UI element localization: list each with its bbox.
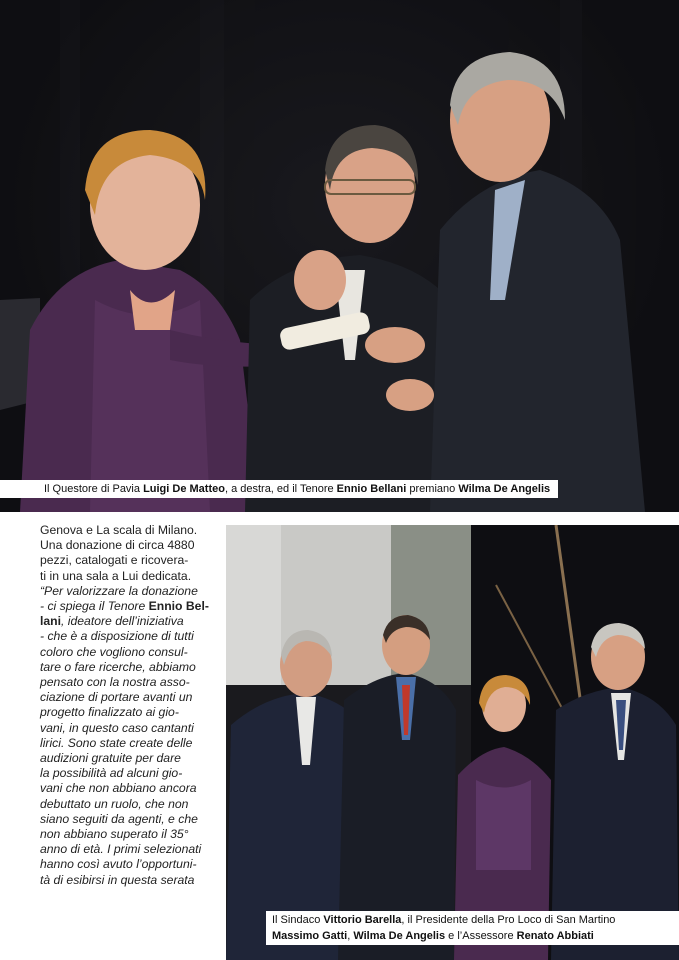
caption-name: Vittorio Barella bbox=[323, 914, 402, 926]
text-line: coloro che vogliono consul- bbox=[40, 644, 188, 659]
caption-text: , il Presidente della Pro Loco di San Martino bbox=[401, 914, 616, 926]
text-line: Una donazione di circa 4880 bbox=[40, 538, 195, 553]
caption-name: Massimo Gatti bbox=[272, 930, 348, 942]
caption-text: e l’Assessore bbox=[445, 930, 517, 942]
text-line: hanno così avuto l’opportuni- bbox=[40, 857, 197, 872]
text-line: ciazione di portare avanti un bbox=[40, 690, 193, 705]
text-line: progetto finalizzato ai gio- bbox=[40, 705, 179, 720]
text-line: - che è a disposizione di tutti bbox=[40, 629, 194, 644]
caption-name: Wilma De Angelis bbox=[458, 483, 551, 495]
text-fragment: - ci spiega il Tenore bbox=[40, 599, 149, 614]
text-line: anno di età. I primi selezionati bbox=[40, 842, 202, 857]
caption-line bbox=[272, 912, 679, 928]
article-text bbox=[40, 523, 216, 888]
text-line: la possibilità ad alcuni gio- bbox=[40, 766, 183, 781]
caption-name: Renato Abbiati bbox=[516, 930, 594, 942]
text-line bbox=[40, 614, 216, 629]
caption-text: Il Sindaco bbox=[272, 914, 324, 926]
caption-text: Il Questore di Pavia bbox=[44, 483, 144, 495]
text-line: vani che non abbiano ancora bbox=[40, 781, 197, 796]
top-photo-caption bbox=[0, 480, 558, 498]
text-fragment: , ideatore dell’iniziativa bbox=[61, 614, 184, 629]
caption-name: Luigi De Matteo bbox=[143, 483, 225, 495]
text-line: pensato con la nostra asso- bbox=[40, 675, 190, 690]
text-line: ti in una sala a Lui dedicata. bbox=[40, 568, 192, 583]
text-line: Genova e La scala di Milano. bbox=[40, 523, 198, 537]
caption-name: Wilma De Angelis bbox=[353, 930, 446, 942]
caption-text: , bbox=[347, 930, 354, 942]
caption-line bbox=[272, 928, 679, 944]
text-line: lirici. Sono state create delle bbox=[40, 735, 193, 750]
group-portrait-illustration bbox=[226, 525, 679, 960]
caption-text: , a destra, ed il Tenore bbox=[224, 483, 337, 495]
text-line: “Per valorizzare la donazione bbox=[40, 583, 198, 598]
text-line: siano seguiti da agenti, e che bbox=[40, 811, 198, 826]
bottom-photo bbox=[226, 525, 679, 960]
text-line: tà di esibirsi in questa serata bbox=[40, 872, 195, 887]
text-name: Ennio Bel- bbox=[148, 599, 209, 614]
text-line: vani, in questo caso cantanti bbox=[40, 720, 194, 735]
bottom-photo-caption bbox=[266, 911, 679, 945]
text-name: lani bbox=[40, 614, 61, 629]
text-line: audizioni gratuite per dare bbox=[40, 751, 181, 766]
caption-name: Ennio Bellani bbox=[336, 483, 407, 495]
text-line: debuttato un ruolo, che non bbox=[40, 796, 189, 811]
text-line bbox=[40, 599, 216, 614]
text-line: non abbiano superato il 35° bbox=[40, 827, 189, 842]
text-line: pezzi, catalogati e ricovera- bbox=[40, 553, 189, 568]
text-line: tare o fare ricerche, abbiamo bbox=[40, 659, 196, 674]
caption-text: premiano bbox=[406, 483, 459, 495]
